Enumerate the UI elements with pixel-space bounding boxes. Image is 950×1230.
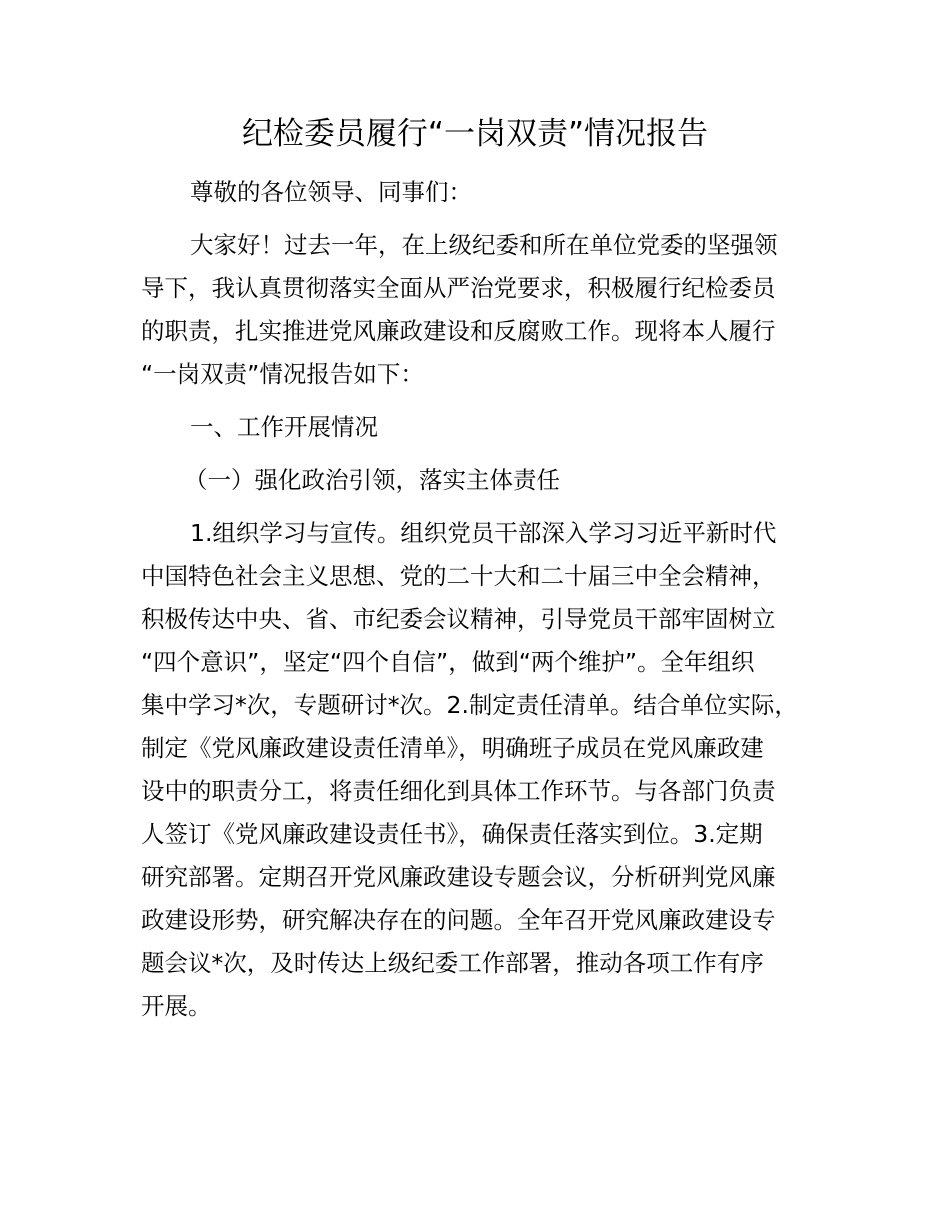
body-line: 人签订《党风廉政建设责任书》，确保责任落实到位。3.定期 [141, 820, 763, 848]
body-line: 设中的职责分工，将责任细化到具体工作环节。与各部门负责 [141, 777, 776, 805]
body-line: 大家好！过去一年，在上级纪委和所在单位党委的坚强领 [190, 231, 778, 259]
body-line: “四个意识”，坚定“四个自信”，做到“两个维护”。全年组织 [141, 648, 755, 676]
body-line: 积极传达中央、省、市纪委会议精神，引导党员干部牢固树立 [141, 605, 776, 633]
body-line: 的职责，扎实推进党风廉政建设和反腐败工作。现将本人履行 [141, 317, 776, 345]
section-heading: 一、工作开展情况 [190, 413, 378, 441]
body-line: 研究部署。定期召开党风廉政建设专题会议，分析研判党风廉 [141, 863, 776, 891]
body-line: 制定《党风廉政建设责任清单》，明确班子成员在党风廉政建 [141, 734, 764, 762]
body-line: 导下，我认真贯彻落实全面从严治党要求，积极履行纪检委员 [141, 274, 776, 302]
body-line: 中国特色社会主义思想、党的二十大和二十届三中全会精神， [141, 562, 776, 590]
salutation-line: 尊敬的各位领导、同事们： [190, 178, 472, 206]
document-title: 纪检委员履行“一岗双责”情况报告 [241, 116, 709, 152]
body-line: 题会议*次，及时传达上级纪委工作部署，推动各项工作有序 [141, 949, 764, 977]
subsection-heading: （一）强化政治引领，落实主体责任 [184, 466, 560, 494]
body-line: 开展。 [141, 992, 212, 1020]
body-line: 1.组织学习与宣传。组织党员干部深入学习习近平新时代 [190, 519, 777, 547]
body-line: 政建设形势，研究解决存在的问题。全年召开党风廉政建设专 [141, 906, 776, 934]
body-line: 集中学习*次，专题研讨*次。2.制定责任清单。结合单位实际， [141, 691, 798, 719]
body-line: “一岗双责”情况报告如下： [141, 360, 424, 388]
